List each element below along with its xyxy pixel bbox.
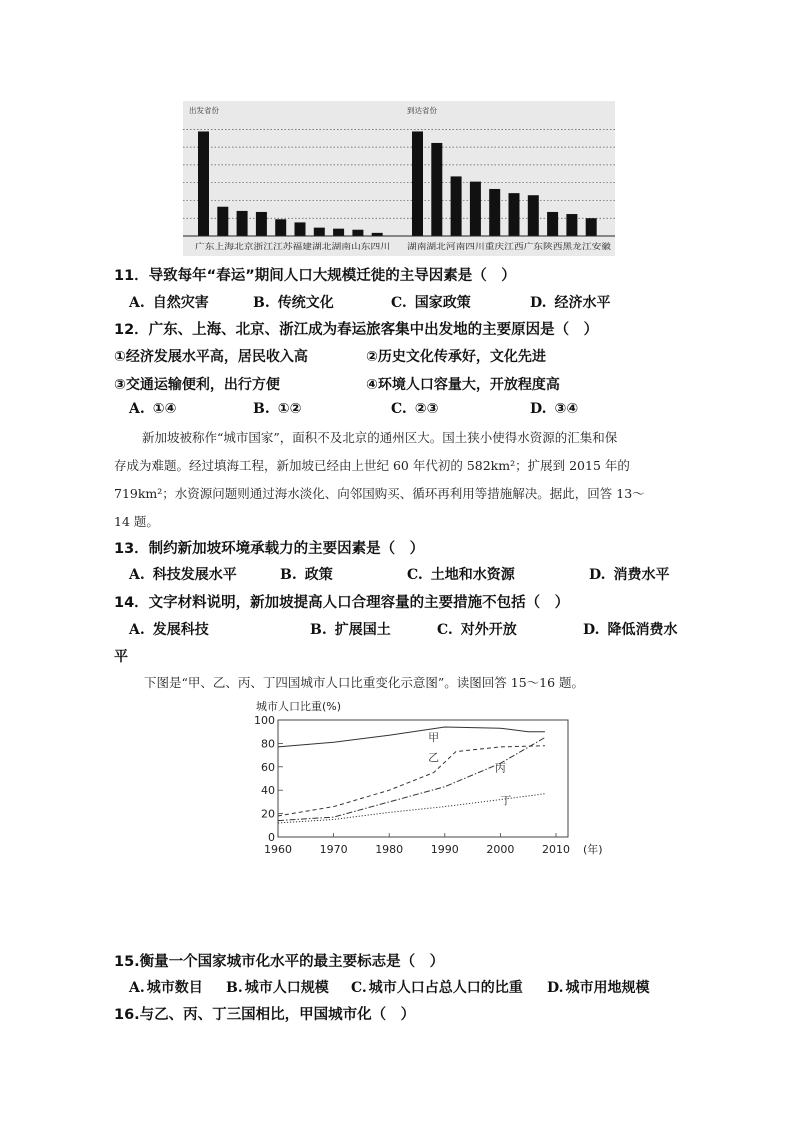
- option-text: 土地和水资源: [430, 567, 515, 583]
- option-letter: C.: [437, 622, 453, 638]
- q15-option-a[interactable]: [129, 977, 203, 997]
- bar-黑龙江: [566, 214, 577, 236]
- option-letter: A.: [129, 567, 145, 583]
- q11-option-d[interactable]: [530, 292, 611, 312]
- q11-option-c[interactable]: [391, 292, 471, 312]
- q12-option-b[interactable]: [253, 401, 301, 417]
- q13-option-c[interactable]: [407, 564, 515, 584]
- y-tick-label: 20: [261, 807, 275, 821]
- left-category-labels: 广东上海北京浙江江苏福建湖北湖南山东四川: [195, 242, 355, 251]
- plot-frame: [278, 720, 568, 837]
- migration-bar-chart: [183, 101, 615, 256]
- q13-option-b[interactable]: [280, 564, 333, 584]
- option-text: 城市数目: [146, 980, 203, 996]
- x-tick-label: 1960: [264, 843, 292, 856]
- y-axis-ticks: [254, 714, 283, 844]
- q14-option-d-wrap: 平: [114, 649, 128, 665]
- option-letter: D.: [547, 980, 564, 996]
- q15-option-d[interactable]: [547, 977, 650, 997]
- q14-option-c[interactable]: [437, 619, 517, 639]
- series-label-丁: 丁: [500, 794, 512, 808]
- bar-湖北: [314, 228, 325, 236]
- option-text: 降低消费水: [607, 622, 678, 638]
- q12-option-a[interactable]: [129, 401, 176, 417]
- q12-item-1: ①经济发展水平高，居民收入高: [114, 349, 308, 365]
- x-tick-label: 2010: [542, 843, 570, 856]
- option-letter: C.: [351, 980, 367, 996]
- option-letter: C.: [391, 295, 407, 311]
- series-label-甲: 甲: [428, 731, 440, 745]
- option-letter: B.: [253, 295, 270, 311]
- y-tick-label: 40: [261, 784, 275, 798]
- option-text: 政策: [304, 567, 333, 583]
- option-text: 经济水平: [554, 295, 611, 311]
- series-line-甲: [278, 727, 545, 747]
- singapore-passage: [114, 424, 684, 536]
- question-16-stem: 16.与乙、丙、丁三国相比，甲国城市化（ ）: [114, 1007, 416, 1023]
- urbanization-line-chart: [250, 697, 630, 862]
- option-letter: B.: [310, 622, 327, 638]
- option-letter: A.: [129, 980, 145, 996]
- q12-item-4: ④环境人口容量大，开放程度高: [366, 377, 560, 393]
- q14-option-b[interactable]: [310, 619, 391, 639]
- q14-option-d[interactable]: [583, 619, 678, 639]
- series-line-丙: [278, 738, 545, 821]
- q12-item-2: ②历史文化传承好，文化先进: [366, 349, 546, 365]
- option-letter: D.: [583, 622, 600, 638]
- option-text: 城市人口规模: [244, 980, 329, 996]
- series-label-丙: 丙: [494, 761, 506, 775]
- bar-湖南: [412, 131, 423, 236]
- option-letter: C.: [391, 401, 407, 417]
- passage-line-4: 14 题。: [114, 514, 159, 529]
- y-tick-label: 100: [254, 714, 275, 727]
- x-tick-label: 1970: [319, 843, 348, 856]
- x-tick-label: 1990: [430, 843, 459, 856]
- q13-option-d[interactable]: [589, 564, 670, 584]
- passage-line-3: 719km²；水资源问题则通过海水淡化、向邻国购买、循环再利用等措施解决。据此，回答 13～: [114, 486, 645, 501]
- y-tick-label: 0: [268, 831, 275, 844]
- bar-福建: [295, 222, 306, 236]
- option-letter: D.: [589, 567, 606, 583]
- series-labels: [428, 731, 511, 807]
- option-text: 科技发展水平: [152, 567, 237, 583]
- q11-option-b[interactable]: [253, 292, 334, 312]
- bar-江苏: [275, 219, 286, 236]
- q12-option-c[interactable]: [391, 401, 439, 417]
- bar-湖北: [431, 143, 442, 236]
- bar-广东: [528, 195, 539, 236]
- bar-四川: [470, 182, 481, 236]
- x-axis-unit: (年): [583, 843, 603, 856]
- y-tick-label: 60: [261, 760, 275, 774]
- x-axis-ticks: [264, 833, 570, 856]
- passage-line-1: 新加坡被称作“城市国家”，面积不及北京的通州区大。国土狭小使得水资源的汇集和保: [142, 430, 618, 445]
- bar-重庆: [489, 189, 500, 236]
- figure-caption: 下图是“甲、乙、丙、丁四国城市人口比重变化示意图”。读图回答 15～16 题。: [144, 675, 585, 690]
- q13-option-a[interactable]: [129, 564, 237, 584]
- q12-item-3: ③交通运输便利，出行方便: [114, 377, 280, 393]
- q12-option-d[interactable]: [530, 401, 578, 417]
- option-text: 城市人口占总人口的比重: [368, 980, 523, 996]
- option-text: 自然灾害: [152, 295, 209, 311]
- option-text: 发展科技: [152, 622, 209, 638]
- bar-安徽: [586, 218, 597, 236]
- passage-line-2: 存成为难题。经过填海工程，新加坡已经由上世纪 60 年代初的 582km²；扩展到 2015 年的: [114, 458, 630, 473]
- option-text: 城市用地规模: [565, 980, 650, 996]
- option-text: ①②: [277, 401, 302, 417]
- bar-江西: [509, 193, 520, 236]
- q11-option-a[interactable]: [129, 292, 209, 312]
- left-panel-label: 出发省份: [189, 106, 219, 115]
- x-tick-label: 2000: [486, 843, 515, 856]
- option-letter: A.: [129, 401, 145, 417]
- bar-河南: [451, 176, 462, 236]
- option-text: 国家政策: [414, 295, 471, 311]
- q15-option-c[interactable]: [351, 977, 523, 997]
- q15-option-b[interactable]: [226, 977, 329, 997]
- bar-山东: [352, 230, 363, 236]
- right-panel-label: 到达省份: [407, 106, 437, 115]
- question-14-stem: 14．文字材料说明，新加坡提高人口合理容量的主要措施不包括（ ）: [114, 595, 570, 611]
- series-lines: [278, 727, 545, 823]
- option-letter: B.: [253, 401, 270, 417]
- bar-广东: [198, 131, 209, 236]
- x-tick-label: 1980: [375, 843, 404, 856]
- option-text: ②③: [414, 401, 439, 417]
- option-text: ①④: [152, 401, 177, 417]
- question-11-stem: 11．导致每年“春运”期间人口大规模迁徙的主导因素是（ ）: [114, 268, 516, 284]
- bar-上海: [217, 207, 228, 236]
- option-letter: D.: [530, 401, 547, 417]
- series-label-乙: 乙: [428, 750, 440, 764]
- y-tick-label: 80: [261, 737, 275, 751]
- option-letter: B.: [226, 980, 243, 996]
- option-letter: A.: [129, 295, 145, 311]
- option-text: 扩展国土: [334, 622, 391, 638]
- bar-湖南: [333, 229, 344, 236]
- option-text: ③④: [554, 401, 579, 417]
- line-chart-title: 城市人口比重(%): [256, 700, 342, 713]
- option-letter: A.: [129, 622, 145, 638]
- option-text: 对外开放: [460, 622, 517, 638]
- option-letter: B.: [280, 567, 297, 583]
- option-letter: D.: [530, 295, 547, 311]
- option-text: 传统文化: [277, 295, 334, 311]
- question-15-stem: 15.衡量一个国家城市化水平的最主要标志是（ ）: [114, 954, 445, 970]
- option-letter: C.: [407, 567, 423, 583]
- question-13-stem: 13．制约新加坡环境承载力的主要因素是（ ）: [114, 541, 425, 557]
- right-category-labels: 湖南湖北河南四川重庆江西广东陕西黑龙江安徽: [407, 242, 575, 251]
- option-text: 消费水平: [613, 567, 670, 583]
- bar-陕西: [547, 212, 558, 236]
- question-12-stem: 12．广东、上海、北京、浙江成为春运旅客集中出发地的主要原因是（ ）: [114, 322, 599, 338]
- bar-北京: [237, 211, 248, 236]
- q14-option-a[interactable]: [129, 619, 209, 639]
- bar-浙江: [256, 212, 267, 236]
